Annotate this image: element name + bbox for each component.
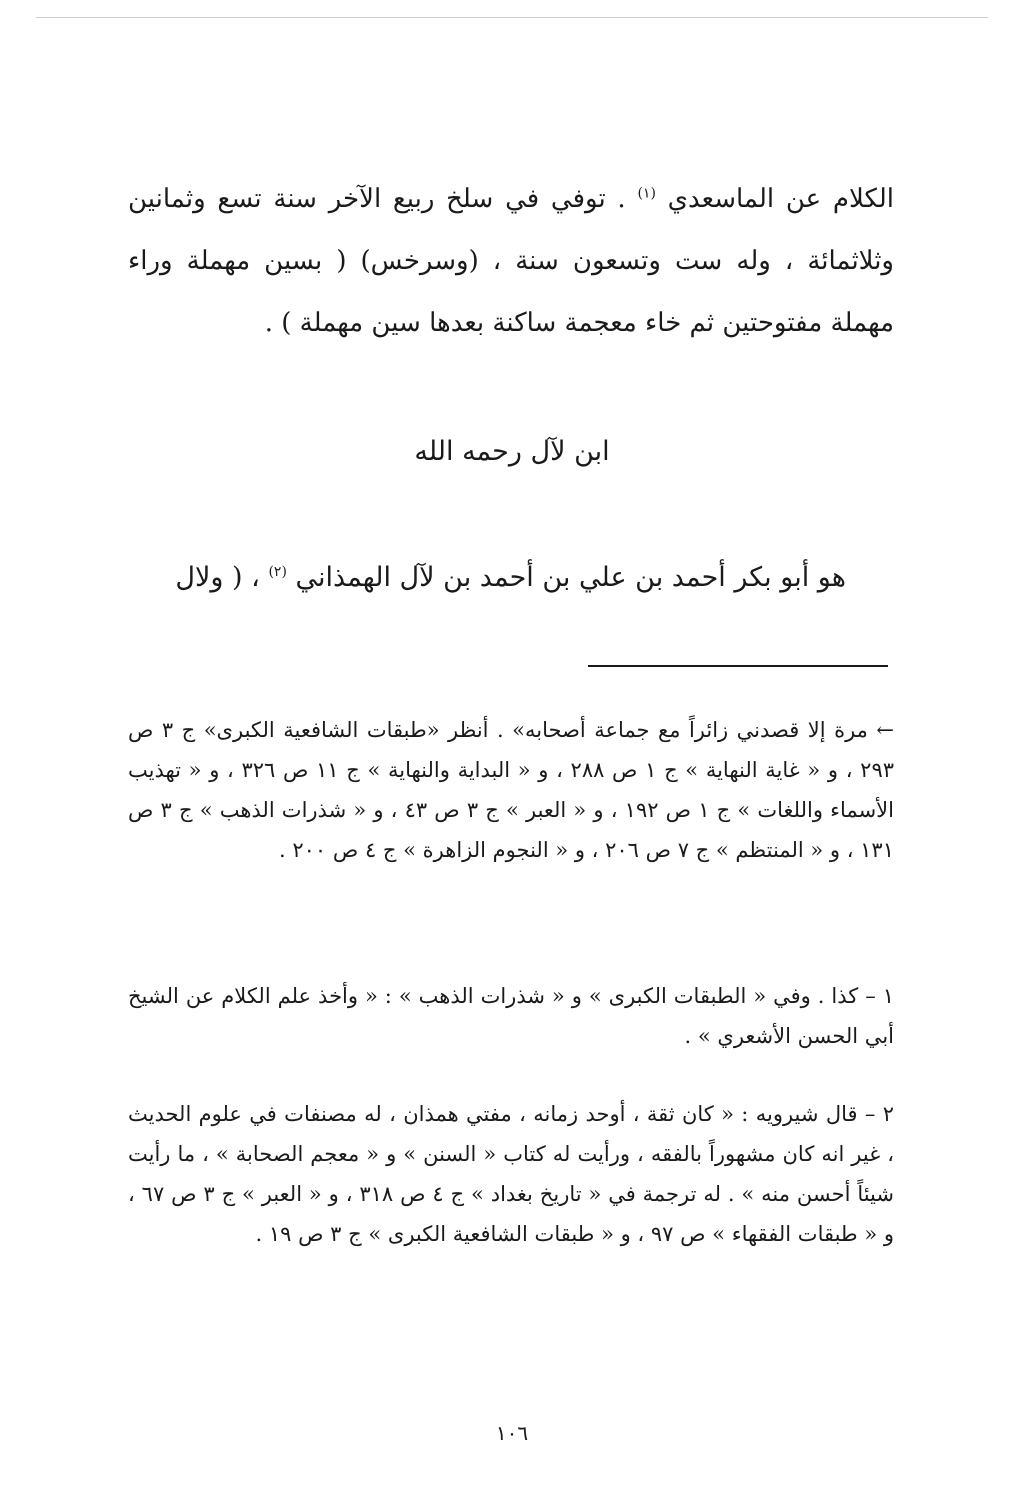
footnote-2: ٢ – قال شيرويه : « كان ثقة ، أوحد زمانه ، مفتي همذان ، له مصنفات في علوم الحديث ، غير انه كان مشهوراً بالفقه ، ورأيت له كتاب « السنن » و « معجم الصحابة » ، ما رأيت شيئاً أحسن منه » . له ترجمة في « تاريخ بغداد » ج ٤ ص ٣١٨ ، و « العبر » ج ٣ ص ٦٧ ، و « طبقات الفقهاء » ص ٩٧ ، و « طبقات الشافعية الكبرى » ج ٣ ص ١٩ . [128,1102,894,1246]
page-number: ١٠٦ [495,1421,529,1445]
bio-line [128,556,846,600]
bio-text-before: هو أبو بكر أحمد بن علي بن أحمد بن لآل الهمذاني [295,562,846,593]
footnote-continuation: ← مرة إلا قصدني زائراً مع جماعة أصحابه» . أنظر «طبقات الشافعية الكبرى» ج ٣ ص ٢٩٣ ، و « غاية النهاية » ج ١ ص ٢٨٨ ، و « البداية والنهاية » ج ١١ ص ٣٢٦ ، و « تهذيب الأسماء واللغات » ج ١ ص ١٩٢ ، و « العبر » ج ٣ ص ٤٣ ، و « شذرات الذهب » ج ٣ ص ١٣١ ، و « المنتظم » ج ٧ ص ٢٠٦ ، و « النجوم الزاهرة » ج ٤ ص ٢٠٠ . [128,718,895,862]
footnote-marker-1: (١) [637,185,656,202]
bio-text-after: ، ( ولال [175,562,260,593]
top-divider [36,17,988,18]
footnote-divider [588,665,888,667]
footnote-marker-2: (٢) [268,564,287,580]
main-paragraph [128,168,894,354]
section-heading: ابن لآل رحمه الله [414,436,610,467]
main-line-rest: . توفي في سلخ ربيع الآخر سنة تسع وثمانين وثلاثمائة ، وله ست وتسعون سنة ، (وسرخس) ( بسين مهملة وراء مهملة مفتوحتين ثم خاء معجمة ساكنة بعدها سين مهملة ) . [128,184,894,338]
main-line-start: الكلام عن الماسعدي [667,184,895,214]
footnote-1: ١ – كذا . وفي « الطبقات الكبرى » و « شذرات الذهب » : « وأخذ علم الكلام عن الشيخ أبي الحسن الأشعري » . [128,984,894,1048]
